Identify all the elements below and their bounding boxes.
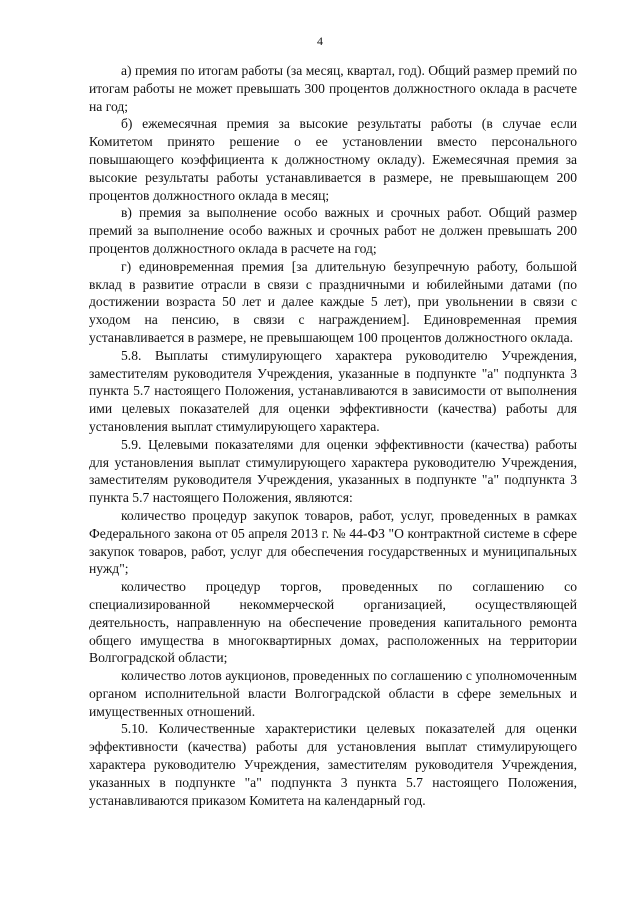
- paragraph-bonus-b: б) ежемесячная премия за высокие результаты работы (в случае если Комитетом принято решение о ее установлении вместо персонального повышающего коэффициента к должностному окладу). Ежемесячная премия за высокие результаты работы устанавливается в размере, не превышающем 200 процентов должностного оклада в месяц;: [89, 116, 577, 203]
- page-number: 4: [317, 34, 323, 48]
- indicator-procurement: количество процедур закупок товаров, работ, услуг, проведенных в рамках Федерального закона от 05 апреля 2013 г. № 44-ФЗ "О контрактной системе в сфере закупок товаров, работ, услуг для обеспечения государственных и муниципальных нужд";: [89, 507, 577, 577]
- paragraph-5-9: 5.9. Целевыми показателями для оценки эффективности (качества) работы для установления выплат стимулирующего характера руководителю Учреждения, заместителям руководителя Учреждения, указанных в подпункте "а" подпункта 3 пункта 5.7 настоящего Положения, являются:: [89, 436, 577, 506]
- paragraph-bonus-v: в) премия за выполнение особо важных и срочных работ. Общий размер премий за выполнение особо важных и срочных работ не должен превышать 200 процентов должностного оклада в расчете на год;: [89, 205, 577, 256]
- indicator-tenders: количество процедур торгов, проведенных по соглашению со специализированной некоммерческой организацией, осуществляющей деятельность, направленную на обеспечение проведения капитального ремонта общего имущества в многоквартирных домах, расположенных на территории Волгоградской области;: [89, 579, 577, 666]
- paragraph-5-10: 5.10. Количественные характеристики целевых показателей для оценки эффективности (качества) работы для установления выплат стимулирующего характера руководителю Учреждения, заместителям руководителя Учреждения, указанных в подпункте "а" подпункта 3 пункта 5.7 настоящего Положения, устанавливаются приказом Комитета на календарный год.: [89, 721, 577, 808]
- document-body: [89, 62, 577, 809]
- paragraph-5-8: 5.8. Выплаты стимулирующего характера руководителю Учреждения, заместителям руководителя Учреждения, указанные в подпункте "а" подпункта 3 пункта 5.7 настоящего Положения, устанавливаются в зависимости от выполнения ими целевых показателей для оценки эффективности (качества) работы для установления выплат стимулирующего характера.: [89, 347, 577, 434]
- indicator-auction-lots: количество лотов аукционов, проведенных по соглашению с уполномоченным органом исполнительной власти Волгоградской области в сфере земельных и имущественных отношений.: [89, 668, 577, 719]
- paragraph-bonus-g: г) единовременная премия [за длительную безупречную работу, большой вклад в развитие отрасли в связи с праздничными и юбилейными датами (по достижении возраста 50 лет и далее каждые 5 лет), при увольнении в связи с уходом на пенсию, в связи с награждением]. Единовременная премия устанавливается в размере, не превышающем 100 процентов должностного оклада.: [89, 258, 577, 345]
- paragraph-bonus-a: а) премия по итогам работы (за месяц, квартал, год). Общий размер премий по итогам работы не может превышать 300 процентов должностного оклада в расчете на год;: [89, 63, 577, 114]
